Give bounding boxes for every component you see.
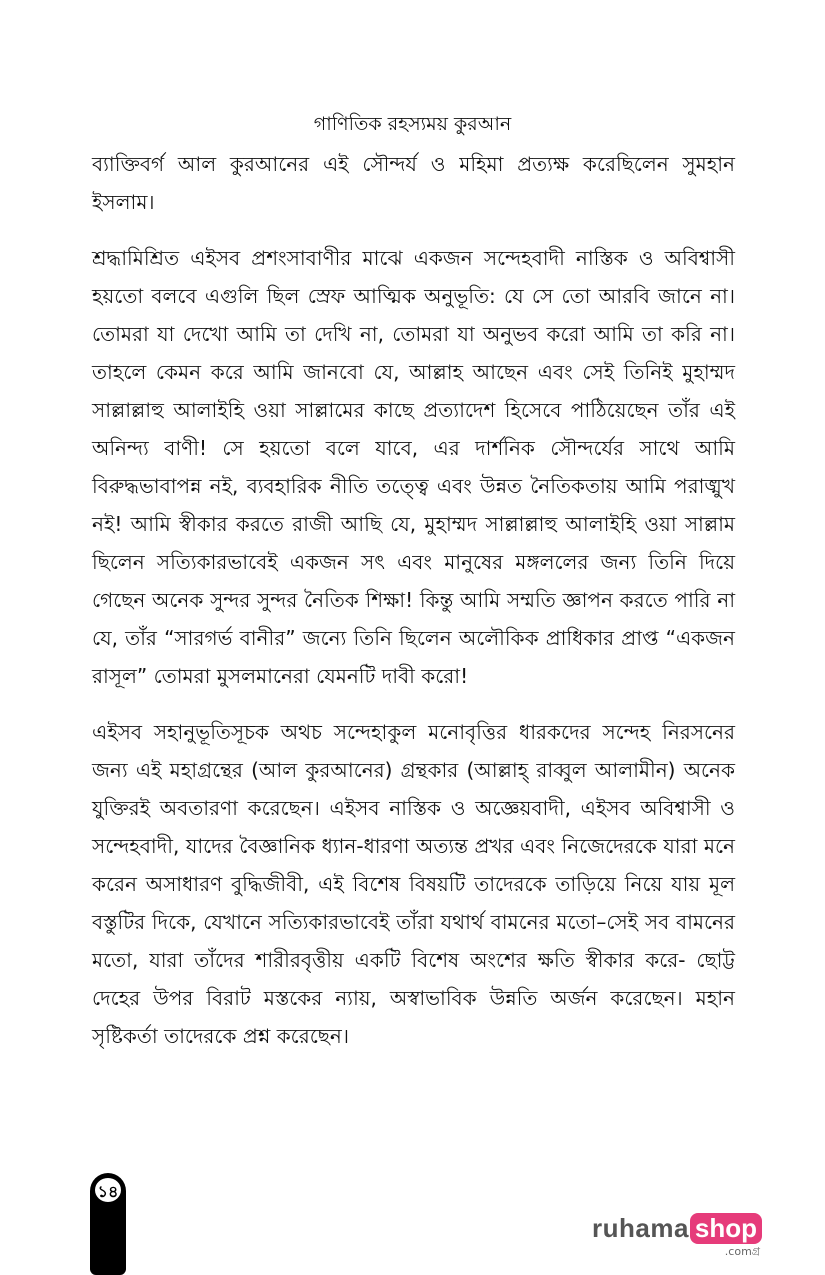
- page-body: [92, 145, 735, 1055]
- logo-domain-text: .comগ্র: [724, 1245, 761, 1258]
- running-header: গাণিতিক রহস্যময় কুরআন: [313, 113, 512, 135]
- publisher-logo: [592, 1213, 762, 1258]
- logo-shop-badge: shop: [690, 1213, 762, 1244]
- paragraph-3: এইসব সহানুভূতিসূচক অথচ সন্দেহাকুল মনোবৃত্তির ধারকদের সন্দেহ নিরসনের জন্য এই মহাগ্রন্থের (আল কুরআনের) গ্রন্থকার (আল্লাহ্ রাব্বুল আলামীন) অনেক যুক্তিরই অবতারণা করেছেন। এইসব নাস্তিক ও অজ্ঞেয়বাদী, এইসব অবিশ্বাসী ও সন্দেহবাদী, যাদের বৈজ্ঞানিক ধ্যান-ধারণা অত্যন্ত প্রখর এবং নিজেদেরকে যারা মনে করেন অসাধারণ বুদ্ধিজীবী, এই বিশেষ বিষয়টি তাদেরকে তাড়িয়ে নিয়ে যায় মূল বস্তুটির দিকে, যেখানে সত্যিকারভাবেই তাঁরা যথার্থ বামনের মতো–সেই সব বামনের মতো, যারা তাঁদের শারীরবৃত্তীয় একটি বিশেষ অংশের ক্ষতি স্বীকার করে- ছোট্ট দেহের উপর বিরাট মস্তকের ন্যায়, অস্বাভাবিক উন্নতি অর্জন করেছেন। মহান সৃষ্টিকর্তা তাদেরকে প্রশ্ন করেছেন।: [92, 720, 735, 1048]
- paragraph-2: শ্রদ্ধামিশ্রিত এইসব প্রশংসাবাণীর মাঝে একজন সন্দেহবাদী নাস্তিক ও অবিশ্বাসী হয়তো বলবে এগুলি ছিল স্রেফ আত্মিক অনুভূতি: যে সে তো আরবি জানে না। তোমরা যা দেখো আমি তা দেখি না, তোমরা যা অনুভব করো আমি তা করি না। তাহলে কেমন করে আমি জানবো যে, আল্লাহ আছেন এবং সেই তিনিই মুহাম্মদ সাল্লাল্লাহু আলাইহি ওয়া সাল্লামের কাছে প্রত্যাদেশ হিসেবে পাঠিয়েছেন তাঁর এই অনিন্দ্য বাণী! সে হয়তো বলে যাবে, এর দার্শনিক সৌন্দর্যের সাথে আমি বিরুদ্ধভাবাপন্ন নই, ব্যবহারিক নীতি তত্ত্বে এবং উন্নত নৈতিকতায় আমি পরাঙ্মুখ নই! আমি স্বীকার করতে রাজী আছি যে, মুহাম্মদ সাল্লাল্লাহু আলাইহি ওয়া সাল্লাম ছিলেন সত্যিকারভাবেই একজন সৎ এবং মানুষের মঙ্গললের জন্য তিনি দিয়ে গেছেন অনেক সুন্দর সুন্দর নৈতিক শিক্ষা! কিন্তু আমি সম্মতি জ্ঞাপন করতে পারি না যে, তাঁর “সারগর্ভ বানীর” জন্যে তিনি ছিলেন অলৌকিক প্রাধিকার প্রাপ্ত “একজন রাসূল” তোমরা মুসলমানেরা যেমনটি দাবী করো!: [92, 246, 735, 688]
- paragraph-1: ব্যাক্তিবর্গ আল কুরআনের এই সৌন্দর্য ও মহিমা প্রত্যক্ষ করেছিলেন সুমহান ইসলাম।: [92, 152, 735, 214]
- logo-brand-text: ruhama: [592, 1213, 689, 1243]
- page-number: ১৪: [93, 1176, 123, 1204]
